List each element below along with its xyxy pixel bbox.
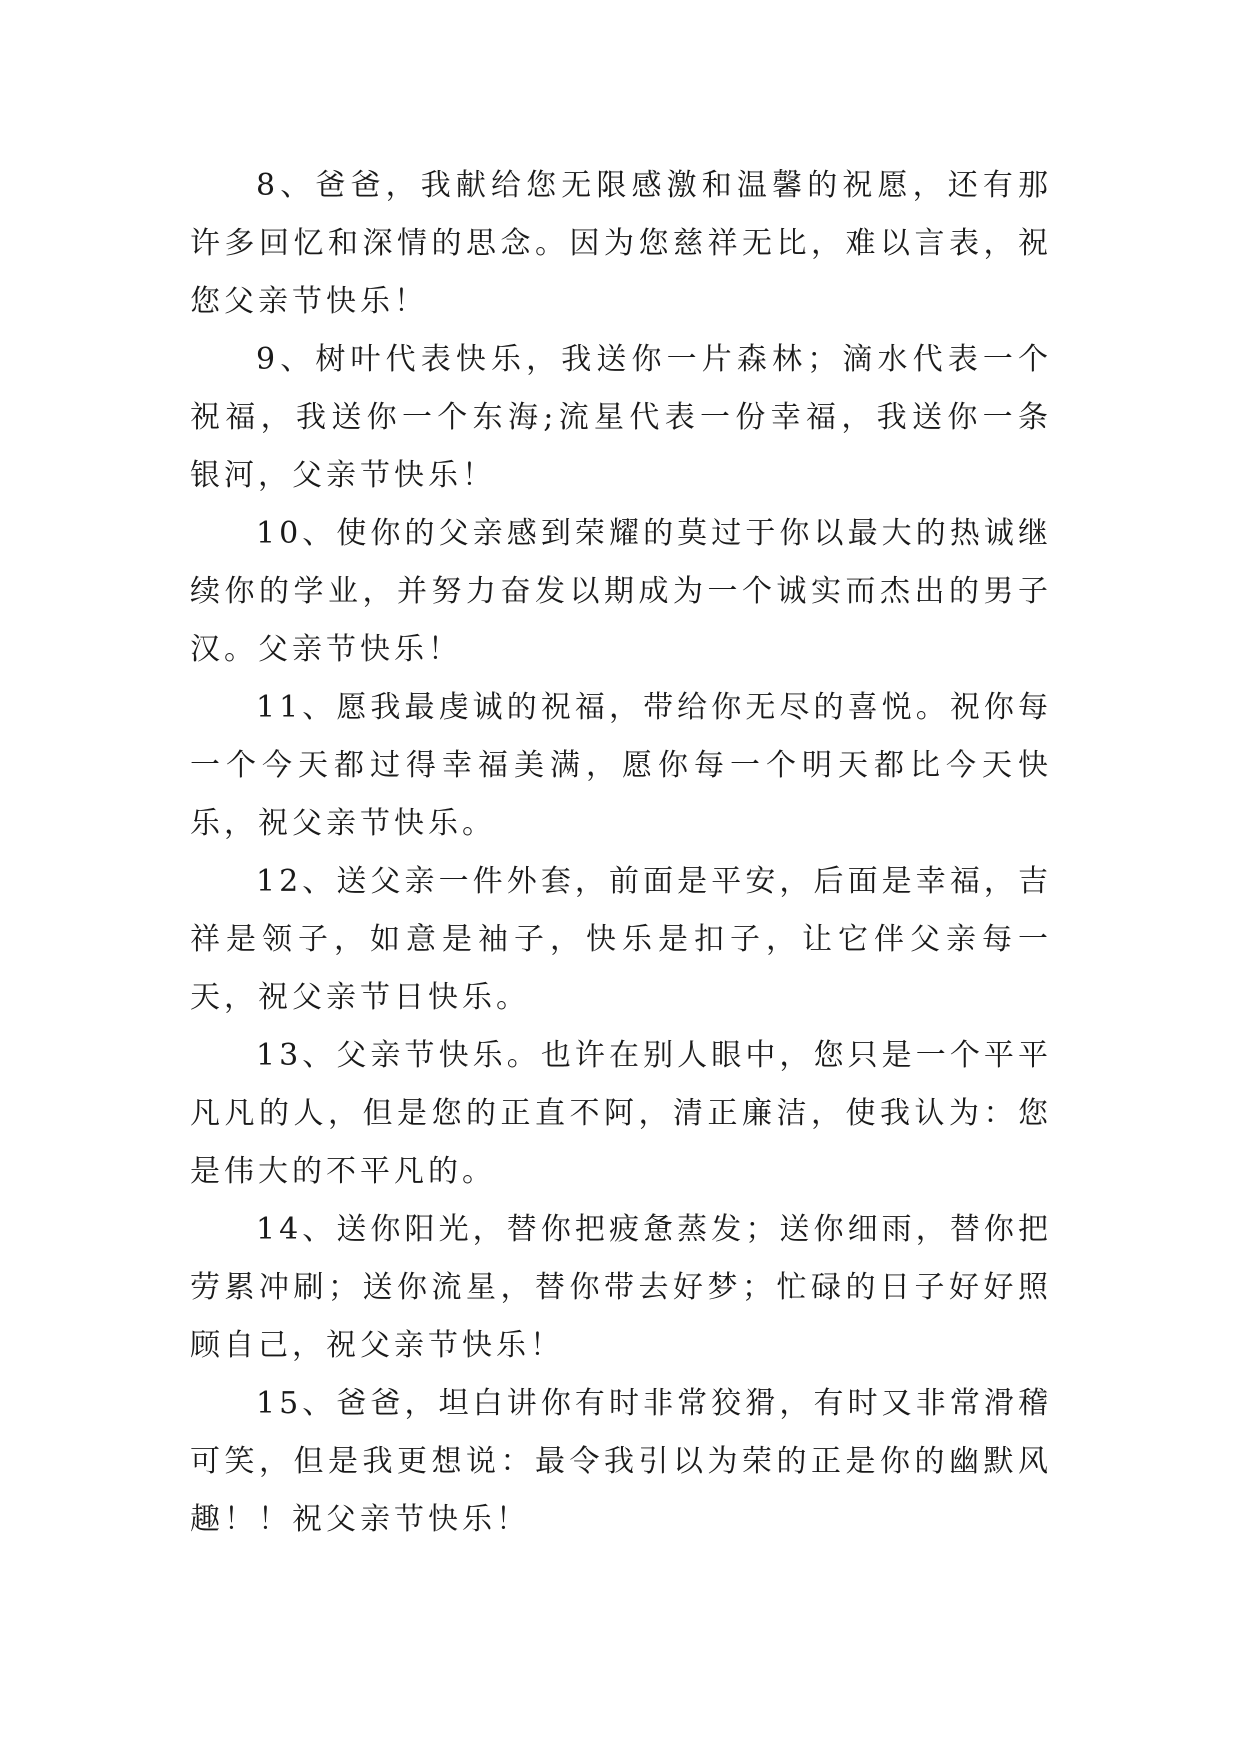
paragraph-15: 15、爸爸，坦白讲你有时非常狡猾，有时又非常滑稽可笑，但是我更想说：最令我引以为荣的正是你的幽默风趣！！祝父亲节快乐！	[190, 1386, 1052, 1537]
paragraph-8: 8、爸爸，我献给您无限感激和温馨的祝愿，还有那许多回忆和深情的思念。因为您慈祥无比，难以言表，祝您父亲节快乐！	[190, 168, 1052, 319]
paragraph-10: 10、使你的父亲感到荣耀的莫过于你以最大的热诚继续你的学业，并努力奋发以期成为一个诚实而杰出的男子汉。父亲节快乐！	[190, 516, 1052, 667]
paragraph-13: 13、父亲节快乐。也许在别人眼中，您只是一个平平凡凡的人，但是您的正直不阿，清正廉洁，使我认为：您是伟大的不平凡的。	[190, 1038, 1052, 1189]
paragraph-14: 14、送你阳光，替你把疲惫蒸发；送你细雨，替你把劳累冲刷；送你流星，替你带去好梦；忙碌的日子好好照顾自己，祝父亲节快乐！	[190, 1212, 1052, 1363]
paragraph-12: 12、送父亲一件外套，前面是平安，后面是幸福，吉祥是领子，如意是袖子，快乐是扣子，让它伴父亲每一天，祝父亲节日快乐。	[190, 864, 1052, 1015]
paragraph-11: 11、愿我最虔诚的祝福，带给你无尽的喜悦。祝你每一个今天都过得幸福美满，愿你每一个明天都比今天快乐，祝父亲节快乐。	[190, 690, 1052, 841]
body-text	[190, 157, 1052, 1549]
paragraph-9: 9、树叶代表快乐，我送你一片森林；滴水代表一个祝福，我送你一个东海;流星代表一份幸福，我送你一条银河，父亲节快乐！	[190, 342, 1052, 493]
